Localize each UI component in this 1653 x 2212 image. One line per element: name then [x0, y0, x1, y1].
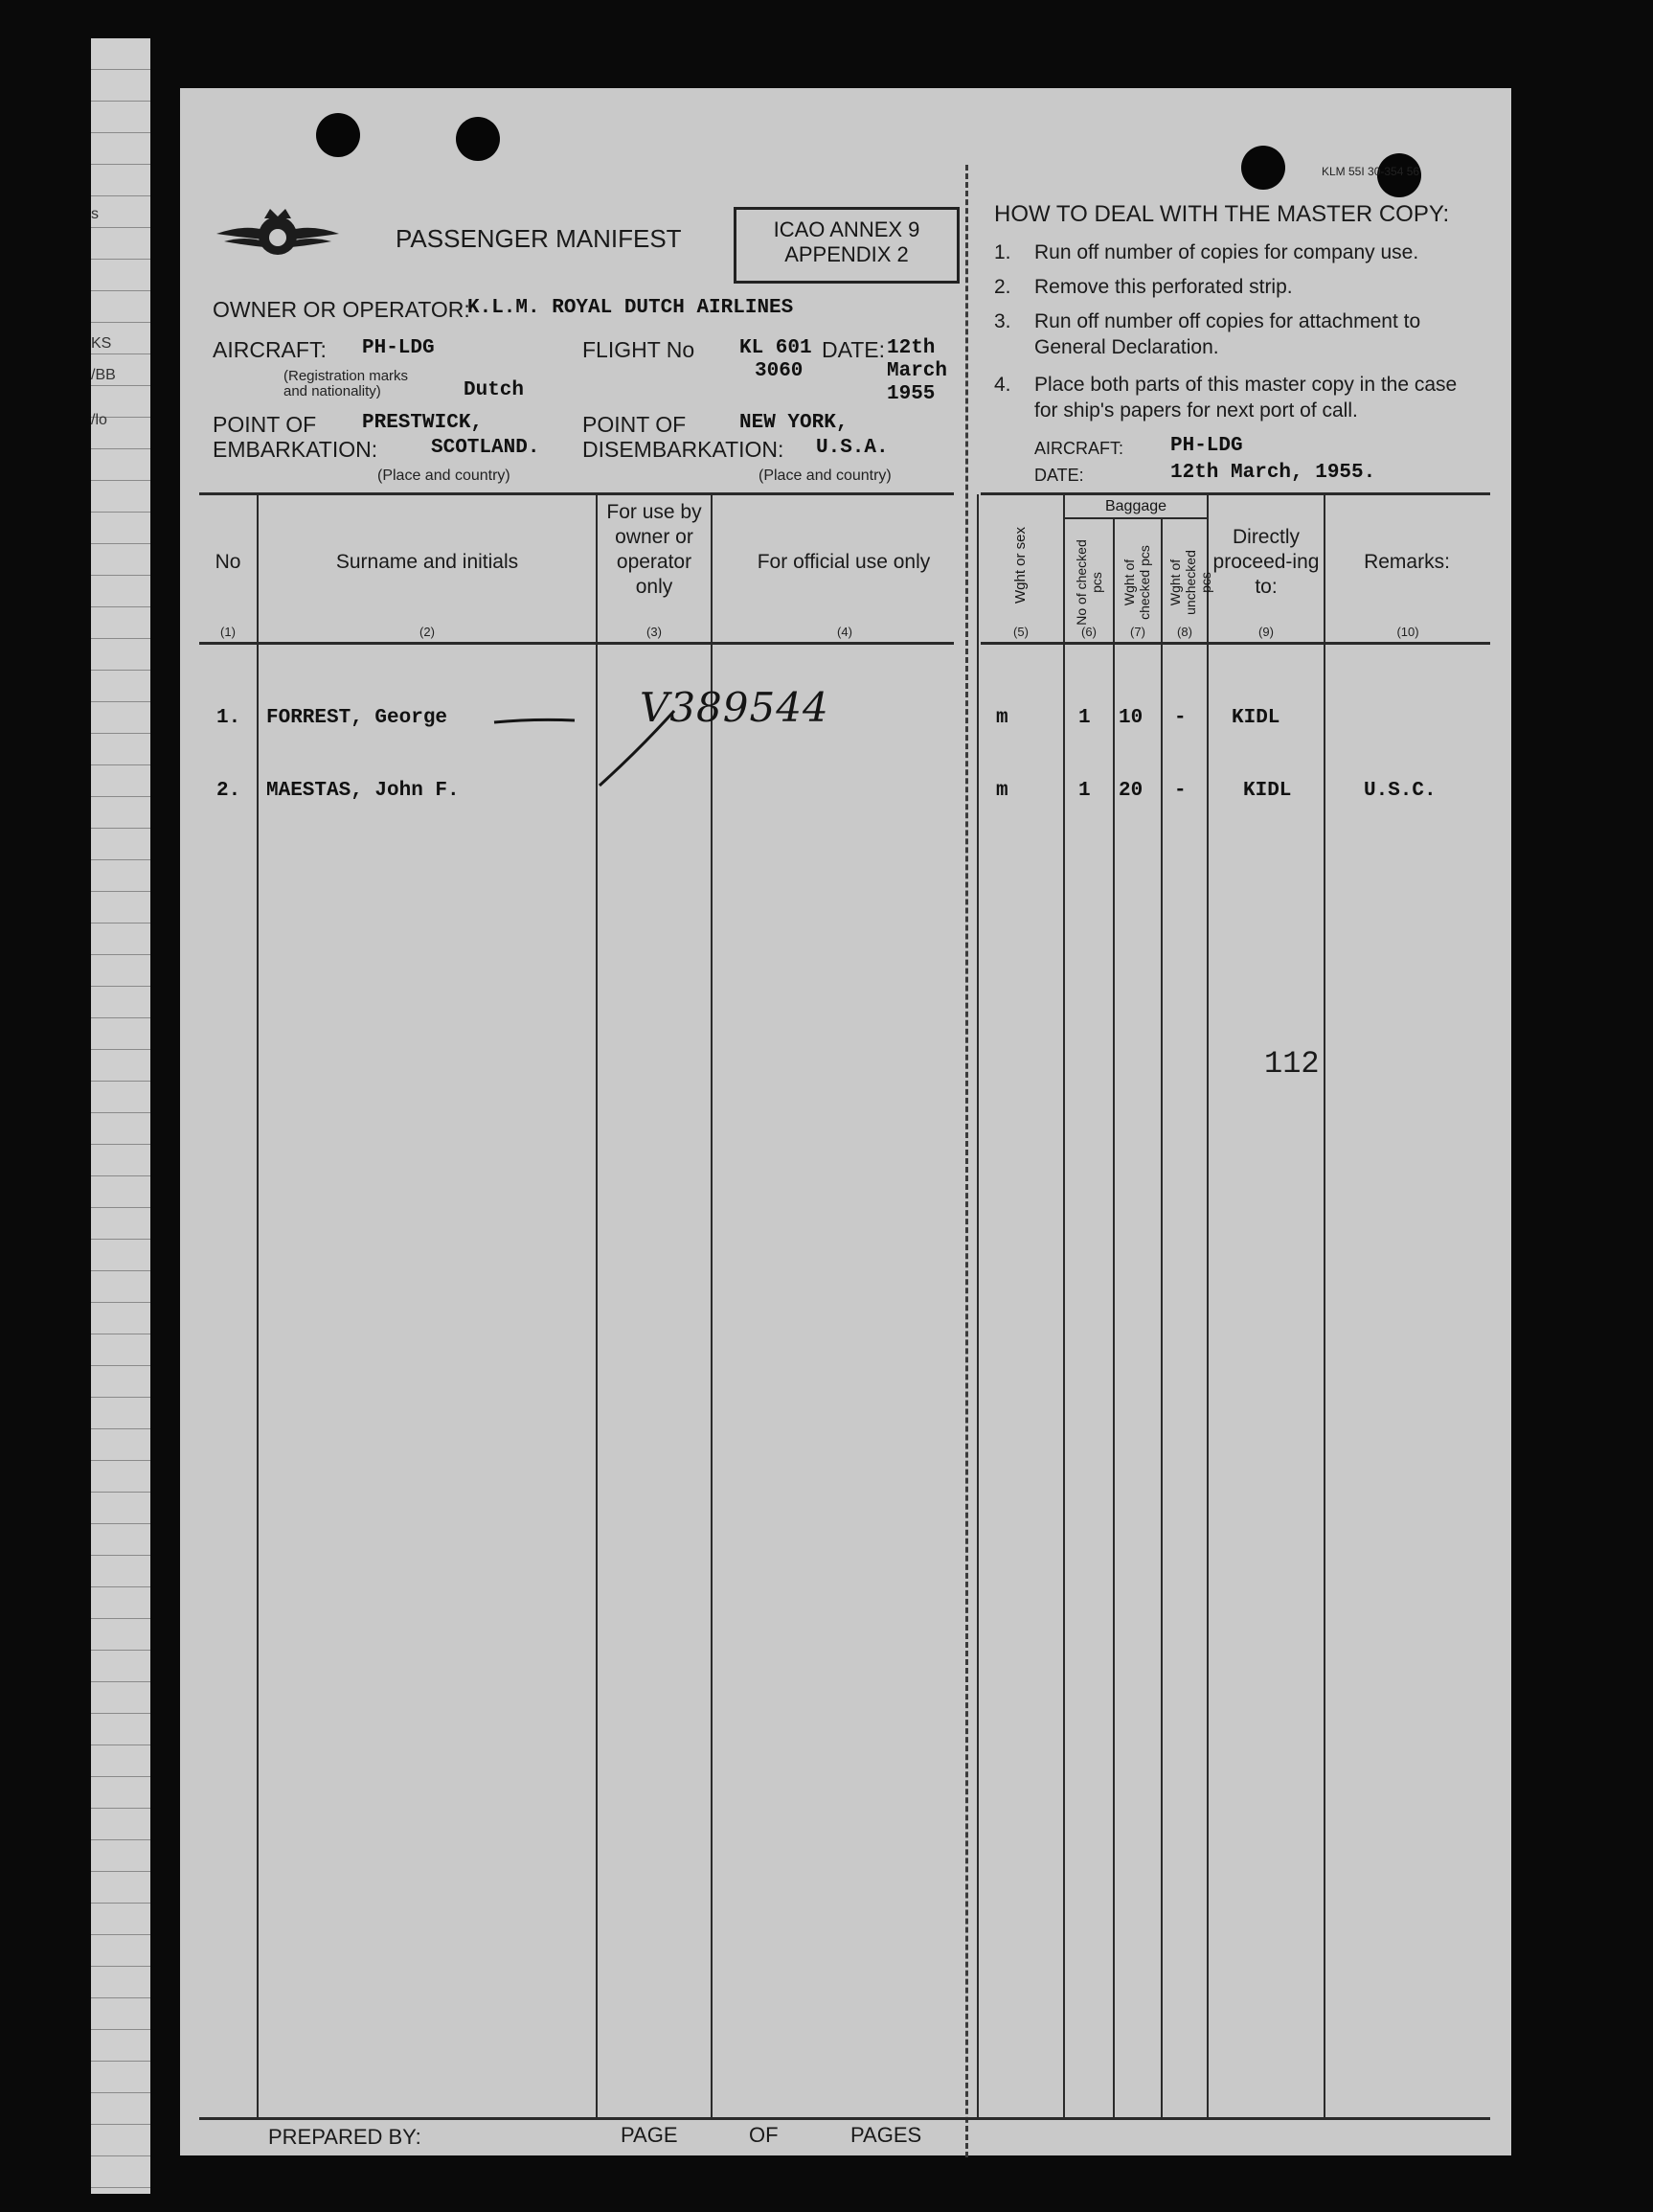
of-label: OF: [749, 2123, 779, 2147]
embarkation-label: EMBARKATION:: [213, 437, 378, 462]
owner-label: OWNER OR OPERATOR:: [213, 297, 470, 322]
col-header-no: No: [215, 551, 241, 573]
col-header-checked-pcs: No of checked pcs: [1074, 539, 1104, 626]
instructions-aircraft-label: AIRCRAFT:: [1034, 439, 1124, 458]
embarkation-value: SCOTLAND.: [431, 437, 540, 459]
col-header-owner-use: For use by owner or operator only: [606, 501, 702, 598]
pen-stroke: [487, 701, 774, 797]
instruction-text: Run off number of copies for company use.: [1034, 241, 1419, 263]
disembarkation-note: (Place and country): [759, 467, 892, 484]
table-top-rule: [199, 492, 954, 495]
destination: KIDL: [1232, 707, 1280, 729]
col-header-baggage: Baggage: [1104, 498, 1167, 514]
instruction-text: Remove this perforated strip.: [1034, 276, 1293, 298]
instructions-date-label: DATE:: [1034, 466, 1084, 485]
icao-line: APPENDIX 2: [784, 242, 909, 266]
klm-logo-icon: [215, 205, 341, 266]
col-number: (7): [1130, 625, 1145, 639]
icao-box: [734, 207, 960, 284]
page-fragment: /lo: [91, 412, 107, 428]
col-number: (9): [1258, 625, 1274, 639]
row-number: 2.: [216, 780, 241, 802]
disembarkation-label: POINT OF: [582, 412, 687, 437]
date-value: March: [887, 360, 948, 382]
flight-number-2: 3060: [755, 360, 804, 382]
page-fragment: s: [91, 206, 99, 222]
col-number: (2): [419, 625, 435, 639]
table-header-rule: [981, 642, 1490, 645]
disembarkation-label: DISEMBARKATION:: [582, 437, 784, 462]
checked-weight: 20: [1119, 780, 1144, 802]
date-value: 1955: [887, 383, 936, 405]
underlying-page-strip: [91, 38, 150, 2194]
baggage-underline: [1065, 517, 1207, 519]
owner-value: K.L.M. ROYAL DUTCH AIRLINES: [467, 297, 794, 319]
col-number: (1): [220, 625, 236, 639]
unchecked-weight: -: [1174, 707, 1187, 729]
column-divider: [1207, 494, 1209, 2117]
punch-hole: [456, 117, 500, 161]
pages-label: PAGES: [850, 2123, 922, 2147]
page-label: PAGE: [621, 2123, 678, 2147]
aircraft-nationality: Dutch: [464, 379, 525, 401]
date-value: 12th: [887, 337, 936, 359]
handwritten-entry: V389544: [640, 684, 829, 731]
aircraft-note: (Registration marks: [283, 368, 409, 384]
col-number: (3): [646, 625, 662, 639]
column-divider: [977, 494, 979, 2117]
instruction-text: Place both parts of this master copy in the case for ship's papers for next port of call.: [1034, 374, 1458, 422]
col-number: (8): [1177, 625, 1192, 639]
perforation-line: [965, 165, 968, 2157]
col-number: (6): [1081, 625, 1097, 639]
col-header-directly: Directly proceed-ing to:: [1212, 526, 1320, 598]
stamp-number: 112: [1264, 1046, 1320, 1082]
form-title: PASSENGER MANIFEST: [396, 224, 682, 253]
col-header-surname: Surname and initials: [335, 551, 519, 573]
disembarkation-value: NEW YORK,: [739, 412, 849, 434]
passenger-sex: m: [996, 780, 1008, 802]
manifest-sheet: [180, 88, 1511, 2155]
col-header-official: For official use only: [757, 551, 931, 573]
disembarkation-value: U.S.A.: [816, 437, 889, 459]
instruction-number: 1.: [994, 241, 1011, 263]
passenger-name: FORREST, George: [266, 707, 448, 729]
column-divider: [1113, 519, 1115, 2117]
punch-hole: [316, 113, 360, 157]
embarkation-note: (Place and country): [377, 467, 510, 484]
icao-line: ICAO ANNEX 9: [773, 217, 920, 241]
col-header-wght-unchecked: Wght of unchecked pcs: [1167, 550, 1213, 615]
instructions-date-value: 12th March, 1955.: [1170, 462, 1376, 484]
table-top-rule: [981, 492, 1490, 495]
date-label: DATE:: [822, 337, 886, 362]
col-number: (10): [1396, 625, 1419, 639]
column-divider: [1324, 494, 1325, 2117]
checked-pcs: 1: [1078, 780, 1091, 802]
embarkation-label: POINT OF: [213, 412, 317, 437]
instructions-aircraft-value: PH-LDG: [1170, 435, 1243, 457]
checked-pcs: 1: [1078, 707, 1091, 729]
passenger-sex: m: [996, 707, 1008, 729]
instructions-title: HOW TO DEAL WITH THE MASTER COPY:: [994, 201, 1450, 227]
col-number: (5): [1013, 625, 1029, 639]
col-number: (4): [837, 625, 852, 639]
flight-label: FLIGHT No: [582, 337, 695, 362]
flight-value: KL 601: [739, 337, 812, 359]
destination: KIDL: [1243, 780, 1292, 802]
checked-weight: 10: [1119, 707, 1144, 729]
col-header-wght-sex: Wght or sex: [1012, 526, 1029, 604]
embarkation-value: PRESTWICK,: [362, 412, 484, 434]
page-fragment: /BB: [91, 367, 116, 383]
passenger-name: MAESTAS, John F.: [266, 780, 460, 802]
instruction-number: 2.: [994, 276, 1011, 298]
row-number: 1.: [216, 707, 241, 729]
column-divider: [1161, 519, 1163, 2117]
column-divider: [257, 494, 259, 2117]
unchecked-weight: -: [1174, 780, 1187, 802]
punch-hole: [1241, 146, 1285, 190]
instruction-text: Run off number off copies for attachment to General Declaration.: [1034, 310, 1421, 358]
prepared-by-label: PREPARED BY:: [268, 2125, 421, 2149]
instruction-number: 4.: [994, 374, 1011, 396]
remarks: U.S.C.: [1364, 780, 1437, 802]
aircraft-label: AIRCRAFT:: [213, 337, 327, 362]
col-header-remarks: Remarks:: [1364, 551, 1450, 573]
table-header-rule: [199, 642, 954, 645]
aircraft-value: PH-LDG: [362, 337, 435, 359]
aircraft-note: and nationality): [283, 383, 381, 399]
page-fragment: KS: [91, 335, 112, 352]
column-divider: [1063, 494, 1065, 2117]
form-code: KLM 55I 30-354 56: [1322, 165, 1420, 178]
col-header-wght-checked: Wght of checked pcs: [1121, 545, 1152, 620]
instruction-number: 3.: [994, 310, 1011, 332]
table-bottom-rule: [199, 2117, 1490, 2120]
